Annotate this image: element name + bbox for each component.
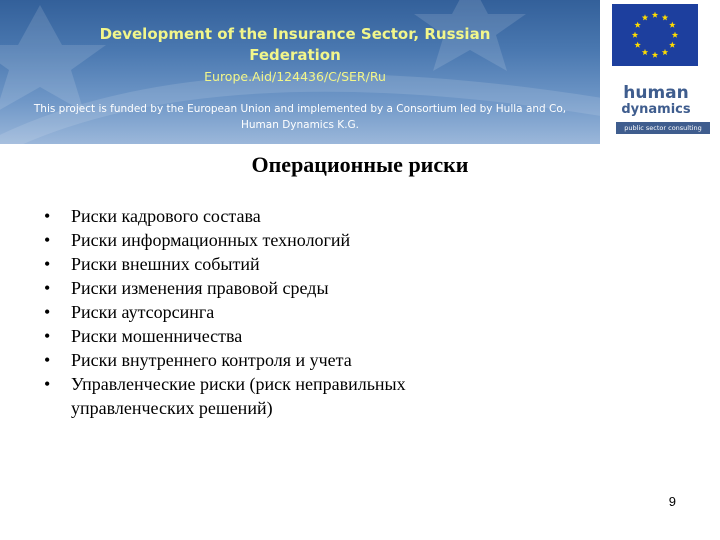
logo-human-text: human — [623, 83, 689, 103]
header-banner — [0, 0, 600, 144]
funding-statement: This project is funded by the European Union and implemented by a Consortium led by Hulla and Co, Human Dynamics K.G. — [33, 103, 567, 131]
bullet-list — [44, 204, 644, 420]
human-dynamics-logo — [600, 84, 718, 136]
slide-title: Операционные риски — [251, 152, 469, 177]
project-code: Europe.Aid/124436/C/SER/Ru — [204, 69, 386, 84]
list-item: • Риски мошенничества — [44, 324, 644, 348]
list-item: • Риски внешних событий — [44, 252, 644, 276]
eu-flag-icon — [612, 4, 698, 66]
project-title: Development of the Insurance Sector, Russian Federation — [99, 25, 491, 64]
list-item: • Риски кадрового состава — [44, 204, 644, 228]
list-item: • Риски информационных технологий — [44, 228, 644, 252]
list-item: • Управленческие риски (риск неправильных управленческих решений) — [44, 372, 491, 420]
logo-tagline: public sector consulting — [616, 122, 710, 134]
list-item: • Риски аутсорсинга — [44, 300, 644, 324]
page-number: 9 — [668, 494, 676, 509]
list-item: • Риски внутреннего контроля и учета — [44, 348, 644, 372]
list-item: • Риски изменения правовой среды — [44, 276, 644, 300]
logo-dynamics-text: dynamics — [621, 102, 691, 117]
